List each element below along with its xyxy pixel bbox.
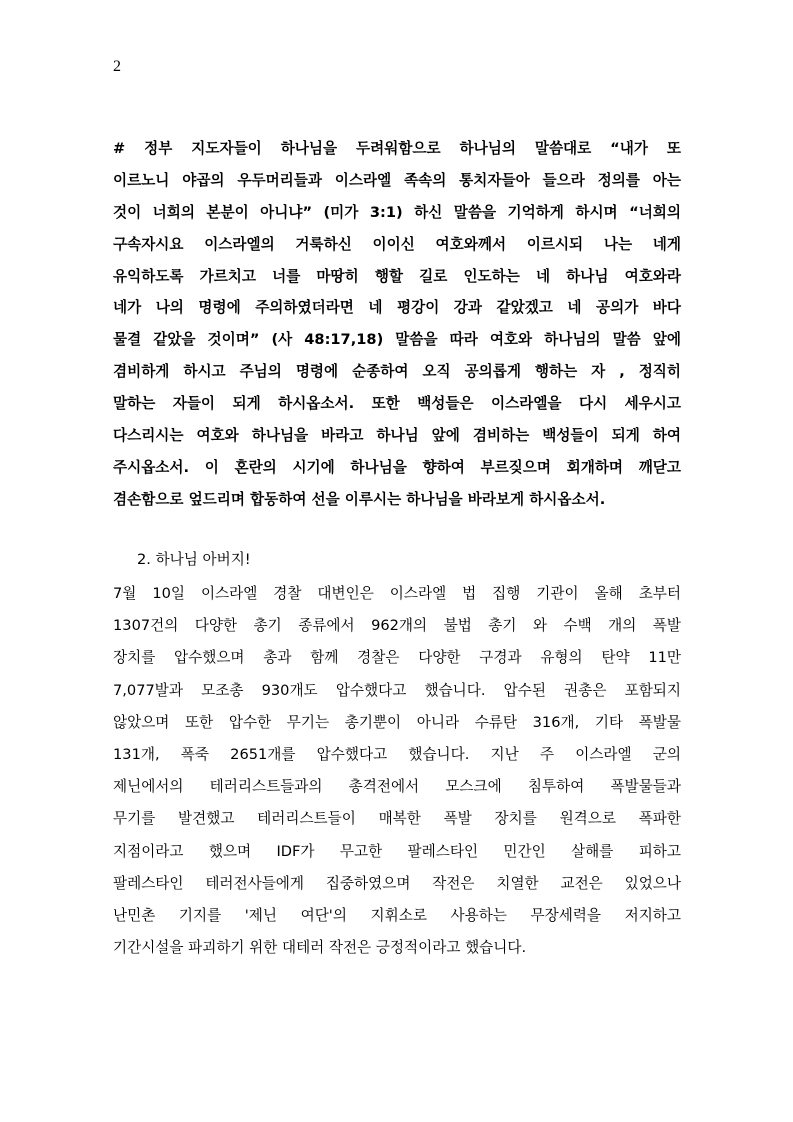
prayer-paragraph [113, 133, 681, 516]
prayer-line: 겸손함으로 엎드리며 합동하여 선을 이루시는 하나님을 바라보게 하시옵소서. [113, 490, 606, 508]
body-line: 않았으며 또한 압수한 무기는 총기뿐이 아니라 수류탄 316개, 기타 폭발물 [113, 713, 681, 731]
prayer-line: # 정부 지도자들이 하나님을 두려워함으로 하나님의 말씀대로 “내가 또 [113, 140, 681, 157]
body-line: 7월 10일 이스라엘 경찰 대변인은 이스라엘 법 집행 기관이 올해 초부터 [113, 585, 681, 602]
section-body-paragraph [113, 578, 681, 964]
body-line: 장치를 압수했으며 총과 함께 경찰은 다양한 구경과 유형의 탄약 11만 [113, 649, 681, 667]
body-line: 팔레스타인 테러전사들에게 집중하였으며 작전은 치열한 교전은 있었으나 [113, 874, 681, 892]
prayer-line: 유익하도록 가르치고 너를 마땅히 행할 길로 인도하는 네 하나님 여호와라 [113, 267, 681, 285]
prayer-line: 구속자시요 이스라엘의 거룩하신 이이신 여호와께서 이르시되 나는 네게 [113, 235, 681, 253]
body-line: 131개, 폭죽 2651개를 압수했다고 했습니다. 지난 주 이스라엘 군의 [113, 745, 681, 763]
prayer-line: 물결 같았을 것이며” (사 48:17,18) 말씀을 따라 여호와 하나님의 말씀 앞에 [113, 331, 681, 349]
section-heading: 2. 하나님 아버지! [137, 551, 251, 568]
body-line: 기간시설을 파괴하기 위한 대테러 작전은 긍정적이라고 했습니다. [113, 939, 527, 957]
page-number: 2 [113, 58, 121, 75]
prayer-line: 이르노니 야곱의 우두머리들과 이스라엘 족속의 통치자들아 들으라 정의를 아는 [113, 171, 681, 189]
body-line: 난민촌 기지를 '제닌 여단'의 지휘소로 사용하는 무장세력을 저지하고 [113, 906, 681, 924]
body-line: 7,077발과 모조총 930개도 압수했다고 했습니다. 압수된 권총은 포함되지 [113, 681, 681, 699]
body-line: 무기를 발견했고 테러리스트들이 매복한 폭발 장치를 원격으로 폭파한 [113, 810, 681, 828]
prayer-line: 주시옵소서. 이 혼란의 시기에 하나님을 향하여 부르짖으며 회개하며 깨닫고 [113, 458, 681, 476]
body-line: 지점이라고 했으며 IDF가 무고한 팔레스타인 민간인 살해를 피하고 [113, 842, 681, 860]
prayer-line: 네가 나의 명령에 주의하였더라면 네 평강이 강과 같았겠고 네 공의가 바다 [113, 299, 681, 317]
prayer-line: 것이 너희의 본분이 아니냐” (미가 3:1) 하신 말씀을 기억하게 하시며 “너희의 [113, 203, 681, 221]
prayer-line: 겸비하게 하시고 주님의 명령에 순종하여 오직 공의롭게 행하는 자 , 정직히 [113, 363, 681, 381]
body-line: 제닌에서의 테러리스트들과의 총격전에서 모스크에 침투하여 폭발물들과 [113, 778, 681, 796]
body-line: 1307건의 다양한 총기 종류에서 962개의 불법 총기 와 수백 개의 폭발 [113, 617, 681, 635]
prayer-line: 말하는 자들이 되게 하시옵소서. 또한 백성들은 이스라엘을 다시 세우시고 [113, 395, 681, 413]
prayer-line: 다스리시는 여호와 하나님을 바라고 하나님 앞에 겸비하는 백성들이 되게 하여 [113, 427, 681, 445]
